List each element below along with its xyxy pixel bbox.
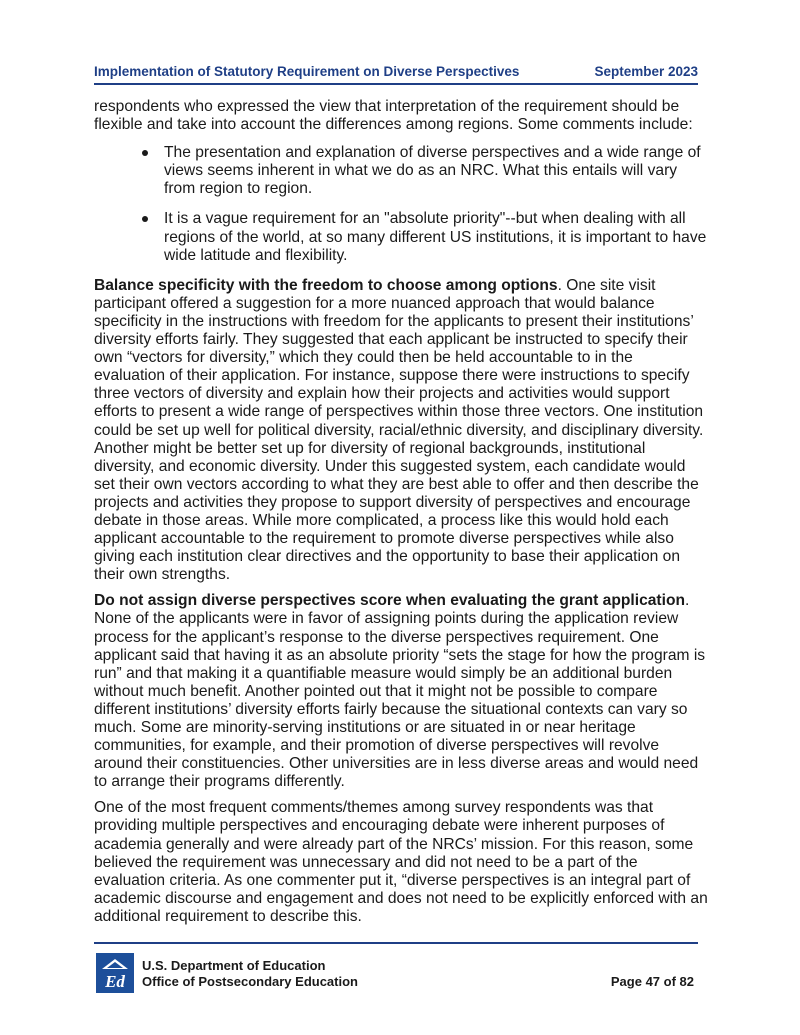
section-no-score [94,592,708,791]
intro-paragraph: respondents who expressed the view that interpretation of the requirement should be flexible and take into account the differences among regions. Some comments include: [94,98,693,134]
page-body [94,98,708,934]
section-text: . One site visit participant offered a suggestion for a more nuanced approach that would balance specificity in the instructions with freedom for the applicants to present their institutions’ diversity efforts fairly. They suggested that each applicant be instructed to specify their own “vectors for diversity,” which they could then be held accountable to in the evaluation of their application. For instance, suppose there were instructions to specify three vectors of diversity and explain how their projects and activities would support efforts to present a wide range of perspectives within those three vectors. One institution could be set up well for political diversity, racial/ethnic diversity, and disciplinary diversity. Another might be better set up for diversity of regional backgrounds, institutional diversity, and economic diversity. Under this suggested system, each candidate would set their own vectors according to what they are best able to offer and then describe the projects and activities they propose to support diversity of perspectives and encourage debate in those areas. While more complicated, a process like this would hold each applicant accountable to the requirement to promote diverse perspectives while also giving each institution clear directives and the opportunity to base their application on their own strengths. [94,276,704,584]
footer-divider [94,942,698,944]
page-number: Page 47 of 82 [610,974,694,989]
list-item: The presentation and explanation of diverse perspectives and a wide range of views seems inherent in what we do as an NRC. What this entails will vary from region to region. [164,144,708,198]
svg-text:Ed: Ed [105,972,125,991]
document-title: Implementation of Statutory Requirement on Diverse Perspectives [94,64,520,79]
section-text: . None of the applicants were in favor of assigning points during the application review process for the applicant’s response to the diverse perspectives requirement. One applicant said that having it as an absolute priority “sets the stage for how the program is run” and that making it a quantifiable measure would simply be an additional burden without much benefit. Another pointed out that it might not be possible to compare different institutions’ diversity efforts fairly because the situational contexts can vary so much. Some are minority-serving institutions or are situated in or near heritage communities, for example, and their promotion of diverse perspectives will revolve around their constituencies. Other universities are in less diverse areas and would need to arrange their programs differently. [94,592,706,791]
document-date: September 2023 [594,64,698,79]
department-name: U.S. Department of Education [142,958,326,973]
office-name: Office of Postsecondary Education [142,974,358,989]
ed-schoolhouse-logo-icon [96,953,134,993]
section-balance-specificity [94,277,708,585]
list-item: It is a vague requirement for an "absolute priority"--but when dealing with all regions of the world, at so many different US institutions, it is important to have wide latitude and flexibility. [164,210,707,264]
page-header [94,64,698,79]
section-heading: Balance specificity with the freedom to choose among options [94,276,558,294]
closing-paragraph: One of the most frequent comments/themes among survey respondents was that providing multiple perspectives and encouraging debate were inherent purposes of academia generally and were already part of the NRCs’ mission. For this reason, some believed the requirement was unnecessary and did not need to be a part of the evaluation criteria. As one commenter put it, “diverse perspectives is an integral part of academic discourse and engagement and does not need to be explicitly enforced with an additional requirement to describe this. [94,799,708,925]
header-divider [94,83,698,85]
section-heading: Do not assign diverse perspectives score when evaluating the grant application [94,592,685,610]
comment-list [94,144,708,265]
footer-organization [142,958,358,990]
